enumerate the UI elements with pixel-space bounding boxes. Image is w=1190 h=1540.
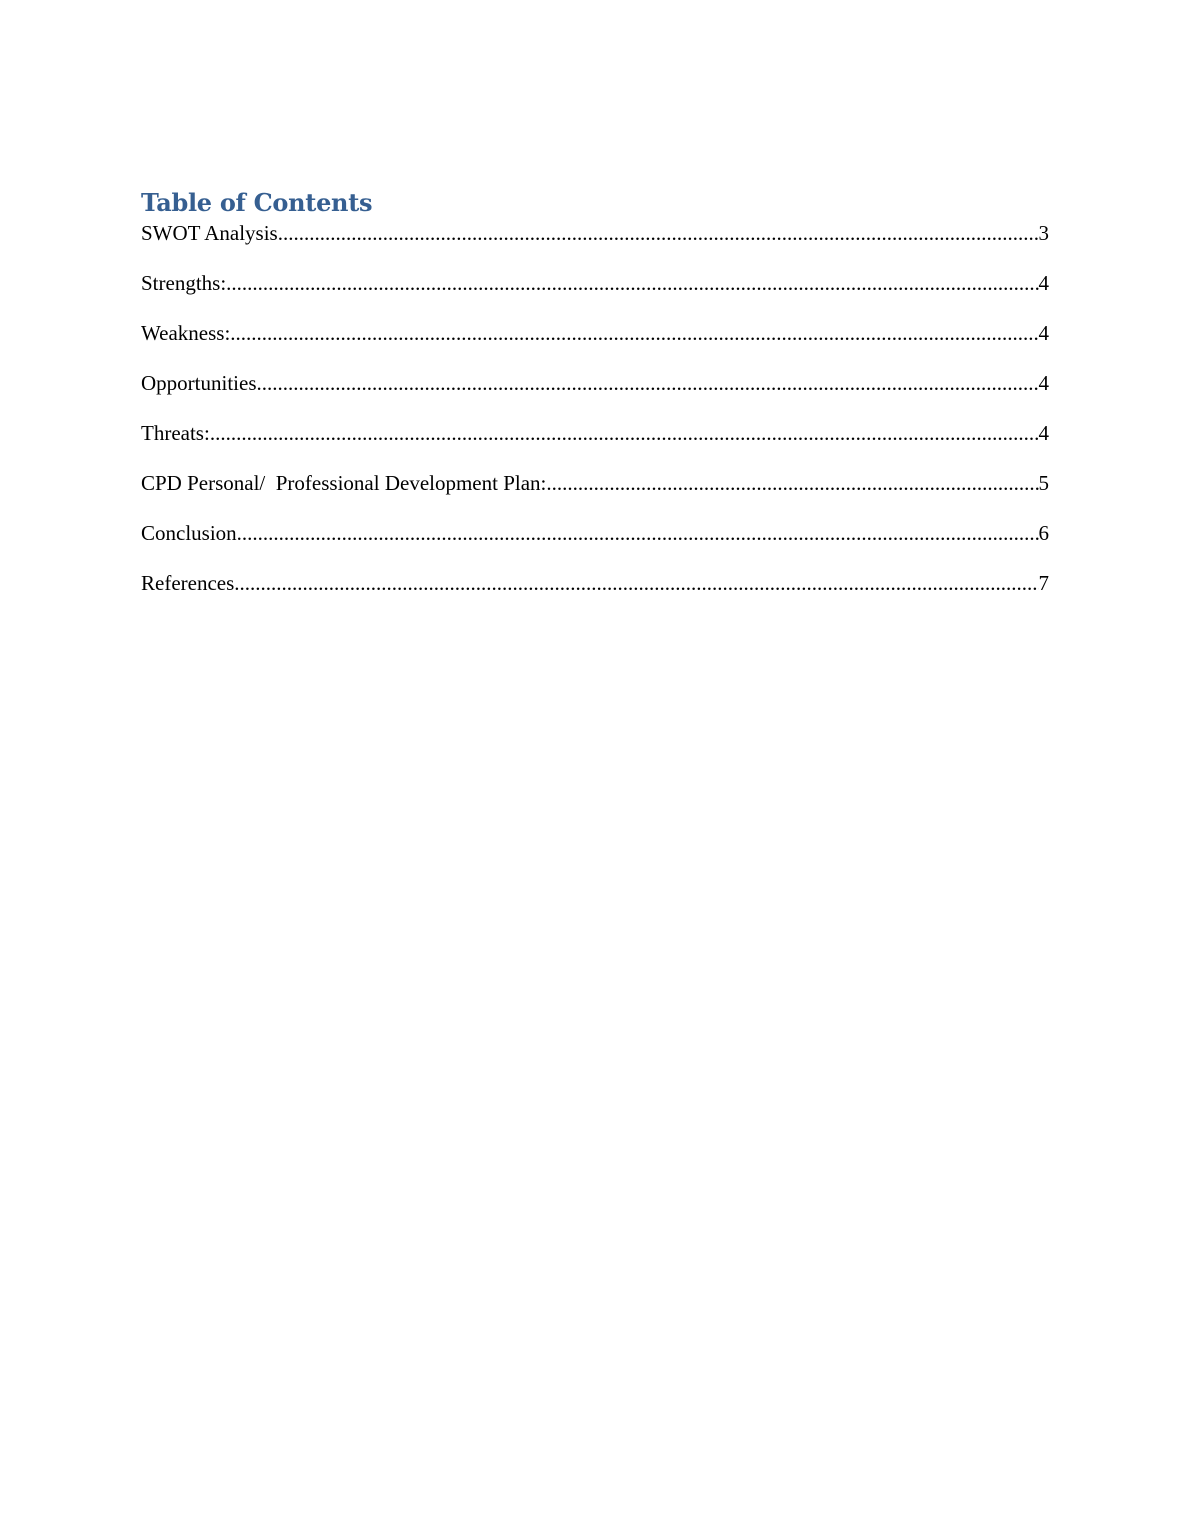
toc-page-number: 4	[1038, 421, 1049, 445]
toc-page-number: 3	[1038, 221, 1049, 245]
toc-list	[141, 216, 1049, 616]
toc-title: Table of Contents	[141, 188, 373, 217]
toc-dot-leader	[234, 566, 1038, 600]
toc-entry-conclusion[interactable]	[141, 516, 1049, 566]
toc-entry-label: Conclusion	[141, 521, 237, 545]
toc-entry-label: Threats:	[141, 421, 210, 445]
toc-dot-leader	[257, 366, 1039, 400]
toc-page-number: 5	[1038, 471, 1049, 495]
toc-entry-strengths[interactable]	[141, 266, 1049, 316]
toc-entry-cpd-plan[interactable]	[141, 466, 1049, 516]
toc-entry-label: Strengths:	[141, 271, 227, 295]
toc-entry-label: References	[141, 571, 235, 595]
toc-entry-references[interactable]	[141, 566, 1049, 616]
toc-entry-label: SWOT Analysis	[141, 221, 278, 245]
toc-dot-leader	[226, 266, 1038, 300]
toc-page-number: 4	[1038, 321, 1049, 345]
toc-dot-leader	[546, 466, 1038, 500]
table-of-contents	[141, 185, 1049, 616]
toc-entry-label: Opportunities	[141, 371, 257, 395]
toc-entry-label: Weakness:	[141, 321, 231, 345]
toc-page-number: 6	[1038, 521, 1049, 545]
toc-entry-weakness[interactable]	[141, 316, 1049, 366]
toc-page-number: 7	[1038, 571, 1049, 595]
toc-page-number: 4	[1038, 371, 1049, 395]
toc-entry-label: CPD Personal/ Professional Development Plan:	[141, 471, 547, 495]
toc-entry-swot-analysis[interactable]	[141, 216, 1049, 266]
toc-entry-threats[interactable]	[141, 416, 1049, 466]
toc-dot-leader	[210, 416, 1039, 450]
toc-page-number: 4	[1038, 271, 1049, 295]
toc-dot-leader	[278, 216, 1039, 250]
toc-dot-leader	[230, 316, 1038, 350]
toc-dot-leader	[237, 516, 1039, 550]
toc-entry-opportunities[interactable]	[141, 366, 1049, 416]
